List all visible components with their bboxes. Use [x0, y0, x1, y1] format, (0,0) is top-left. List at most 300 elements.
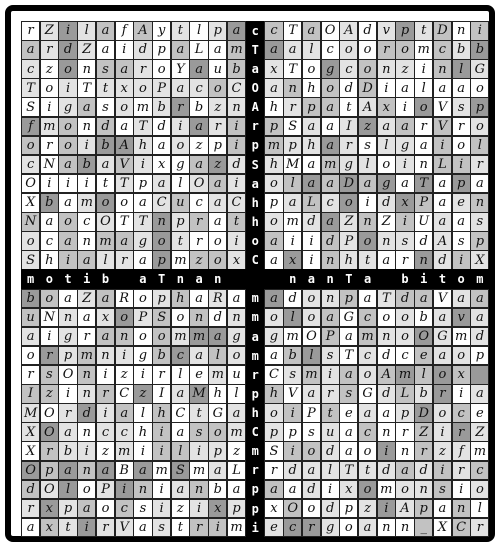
- grid-cell: p: [264, 117, 283, 137]
- grid-cell: c: [189, 78, 208, 98]
- grid-cell: o: [452, 346, 471, 366]
- grid-cell: a: [171, 78, 190, 98]
- band-cell: i: [414, 269, 433, 289]
- grid-cell: i: [77, 136, 96, 156]
- grid-cell: o: [115, 193, 134, 213]
- grid-cell: a: [377, 250, 396, 270]
- grid-cell: a: [264, 250, 283, 270]
- grid-cell: i: [77, 441, 96, 461]
- grid-cell: m: [227, 422, 246, 442]
- grid-cell: Z: [40, 21, 59, 41]
- grid-cell: i: [40, 97, 59, 117]
- grid-cell: i: [395, 212, 414, 232]
- grid-cell: D: [339, 174, 358, 194]
- grid-cell: n: [77, 422, 96, 442]
- grid-cell: o: [377, 308, 396, 328]
- grid-cell: a: [470, 289, 489, 309]
- grid-cell: m: [96, 231, 115, 251]
- grid-cell: s: [470, 212, 489, 232]
- grid-cell: P: [133, 308, 152, 328]
- grid-cell: t: [358, 461, 377, 481]
- grid-cell: a: [208, 327, 227, 347]
- grid-cell: V: [433, 97, 452, 117]
- grid-cell: o: [264, 403, 283, 423]
- grid-cell: c: [115, 499, 134, 519]
- grid-cell: r: [171, 97, 190, 117]
- grid-cell: r: [40, 136, 59, 156]
- grid-cell: p: [227, 499, 246, 519]
- grid-cell: y: [152, 21, 171, 41]
- grid-cell: a: [339, 422, 358, 442]
- grid-cell: o: [40, 289, 59, 309]
- grid-cell: a: [395, 117, 414, 137]
- grid-cell: x: [264, 59, 283, 79]
- grid-cell: i: [133, 441, 152, 461]
- grid-cell: i: [152, 422, 171, 442]
- grid-cell: a: [433, 346, 452, 366]
- grid-cell: i: [227, 136, 246, 156]
- grid-cell: o: [433, 365, 452, 385]
- grid-cell: a: [21, 327, 40, 347]
- grid-cell: d: [377, 461, 396, 481]
- grid-cell: r: [339, 136, 358, 156]
- grid-cell: a: [227, 289, 246, 309]
- band-cell: n: [321, 269, 340, 289]
- grid-cell: A: [358, 97, 377, 117]
- grid-cell: m: [377, 480, 396, 500]
- grid-cell: o: [264, 212, 283, 232]
- grid-cell: i: [452, 155, 471, 175]
- grid-cell: g: [58, 327, 77, 347]
- grid-cell: r: [414, 117, 433, 137]
- grid-cell: l: [414, 365, 433, 385]
- grid-cell: a: [358, 289, 377, 309]
- grid-cell: s: [452, 231, 471, 251]
- grid-cell: o: [470, 480, 489, 500]
- grid-cell: p: [40, 461, 59, 481]
- grid-cell: d: [433, 250, 452, 270]
- grid-cell: p: [339, 289, 358, 309]
- grid-cell: o: [470, 117, 489, 137]
- grid-cell: d: [208, 308, 227, 328]
- grid-cell: T: [21, 78, 40, 98]
- grid-cell: o: [358, 40, 377, 60]
- grid-cell: t: [339, 97, 358, 117]
- grid-cell: p: [152, 40, 171, 60]
- grid-cell: T: [115, 174, 134, 194]
- grid-cell: a: [433, 193, 452, 213]
- grid-cell: e: [189, 365, 208, 385]
- grid-cell: p: [58, 499, 77, 519]
- grid-cell: a: [302, 155, 321, 175]
- grid-cell: b: [470, 40, 489, 60]
- grid-cell: i: [321, 480, 340, 500]
- grid-cell: O: [21, 174, 40, 194]
- grid-cell: n: [115, 327, 134, 347]
- grid-cell: n: [433, 59, 452, 79]
- grid-cell: a: [171, 480, 190, 500]
- grid-cell: O: [40, 422, 59, 442]
- grid-cell: n: [133, 480, 152, 500]
- grid-cell: A: [339, 21, 358, 41]
- grid-cell: d: [377, 346, 396, 366]
- grid-cell: a: [414, 289, 433, 309]
- grid-cell: s: [433, 480, 452, 500]
- grid-cell: o: [395, 308, 414, 328]
- grid-cell: l: [302, 40, 321, 60]
- grid-cell: n: [58, 308, 77, 328]
- band-cell: i: [77, 269, 96, 289]
- band-cell: a: [302, 269, 321, 289]
- grid-cell: S: [283, 117, 302, 137]
- grid-cell: o: [395, 40, 414, 60]
- grid-cell: b: [208, 480, 227, 500]
- grid-cell: a: [321, 117, 340, 137]
- grid-cell: n: [452, 21, 471, 41]
- grid-cell: i: [40, 327, 59, 347]
- grid-cell: c: [395, 346, 414, 366]
- grid-cell: a: [96, 40, 115, 60]
- grid-cell: t: [58, 518, 77, 538]
- grid-cell: C: [227, 78, 246, 98]
- grid-cell: d: [339, 78, 358, 98]
- grid-cell: d: [414, 231, 433, 251]
- grid-cell: t: [227, 212, 246, 232]
- grid-cell: o: [452, 136, 471, 156]
- band-cell: n: [283, 269, 302, 289]
- grid-cell: g: [264, 327, 283, 347]
- grid-cell: o: [171, 136, 190, 156]
- grid-cell: r: [414, 441, 433, 461]
- grid-cell: S: [21, 97, 40, 117]
- grid-cell: r: [96, 384, 115, 404]
- grid-cell: X: [21, 441, 40, 461]
- grid-cell: r: [283, 97, 302, 117]
- grid-cell: r: [58, 403, 77, 423]
- grid-cell: i: [58, 174, 77, 194]
- grid-cell: m: [227, 40, 246, 60]
- grid-cell: I: [339, 117, 358, 137]
- grid-cell: m: [452, 327, 471, 347]
- grid-cell: l: [283, 174, 302, 194]
- grid-cell: M: [283, 155, 302, 175]
- grid-cell: l: [283, 308, 302, 328]
- grid-cell: a: [189, 59, 208, 79]
- grid-cell: t: [171, 21, 190, 41]
- grid-cell: i: [77, 518, 96, 538]
- grid-cell: d: [133, 40, 152, 60]
- grid-cell: T: [133, 212, 152, 232]
- grid-cell: i: [227, 174, 246, 194]
- grid-cell: l: [227, 384, 246, 404]
- grid-cell: b: [40, 193, 59, 213]
- grid-cell: n: [77, 117, 96, 137]
- grid-cell: A: [133, 21, 152, 41]
- grid-cell: i: [395, 97, 414, 117]
- grid-cell: e: [339, 403, 358, 423]
- grid-cell: h: [264, 155, 283, 175]
- grid-cell: a: [208, 461, 227, 481]
- grid-cell: T: [414, 174, 433, 194]
- grid-cell: n: [470, 193, 489, 213]
- grid-cell: n: [77, 59, 96, 79]
- grid-cell: l: [470, 499, 489, 519]
- grid-cell: b: [189, 97, 208, 117]
- grid-cell: a: [58, 155, 77, 175]
- grid-cell: c: [115, 422, 134, 442]
- grid-cell: m: [152, 461, 171, 481]
- grid-cell: l: [321, 461, 340, 481]
- grid-cell: i: [395, 155, 414, 175]
- grid-cell: x: [452, 365, 471, 385]
- grid-cell: r: [21, 499, 40, 519]
- grid-cell: g: [171, 155, 190, 175]
- grid-cell: l: [470, 136, 489, 156]
- grid-cell: c: [264, 21, 283, 41]
- grid-cell: a: [58, 231, 77, 251]
- grid-cell: a: [283, 40, 302, 60]
- grid-cell: p: [414, 499, 433, 519]
- grid-cell: o: [264, 308, 283, 328]
- grid-cell: z: [227, 441, 246, 461]
- grid-cell: x: [40, 499, 59, 519]
- grid-cell: n: [189, 308, 208, 328]
- grid-cell: i: [283, 231, 302, 251]
- grid-cell: d: [321, 441, 340, 461]
- grid-cell: x: [283, 250, 302, 270]
- grid-cell: p: [470, 97, 489, 117]
- grid-cell: i: [433, 461, 452, 481]
- grid-cell: a: [395, 461, 414, 481]
- grid-cell: a: [171, 384, 190, 404]
- band-cell: a: [133, 269, 152, 289]
- grid-cell: a: [377, 117, 396, 137]
- grid-cell: o: [21, 346, 40, 366]
- grid-cell: c: [283, 518, 302, 538]
- grid-cell: a: [77, 97, 96, 117]
- grid-cell: S: [264, 441, 283, 461]
- band-cell: p: [246, 136, 265, 156]
- grid-cell: m: [283, 327, 302, 347]
- grid-cell: X: [470, 250, 489, 270]
- band-cell: a: [246, 327, 265, 347]
- grid-cell: u: [227, 365, 246, 385]
- grid-cell: o: [152, 231, 171, 251]
- grid-cell: f: [21, 117, 40, 137]
- grid-cell: M: [189, 384, 208, 404]
- grid-cell: r: [470, 155, 489, 175]
- band-cell: m: [246, 346, 265, 366]
- grid-cell: p: [208, 21, 227, 41]
- grid-cell: o: [339, 193, 358, 213]
- grid-cell: a: [470, 174, 489, 194]
- grid-cell: s: [452, 97, 471, 117]
- grid-cell: i: [452, 480, 471, 500]
- band-cell: [227, 269, 246, 289]
- grid-cell: o: [414, 97, 433, 117]
- grid-cell: S: [171, 461, 190, 481]
- grid-cell: G: [470, 59, 489, 79]
- band-cell: r: [246, 117, 265, 137]
- grid-cell: a: [264, 40, 283, 60]
- grid-cell: n: [414, 480, 433, 500]
- grid-cell: g: [321, 59, 340, 79]
- grid-cell: a: [208, 212, 227, 232]
- grid-cell: o: [152, 59, 171, 79]
- grid-cell: T: [283, 59, 302, 79]
- grid-cell: p: [208, 136, 227, 156]
- grid-cell: i: [77, 174, 96, 194]
- grid-cell: n: [377, 231, 396, 251]
- grid-cell: c: [470, 461, 489, 481]
- grid-cell: t: [358, 250, 377, 270]
- band-cell: i: [246, 518, 265, 538]
- grid-cell: Z: [77, 289, 96, 309]
- grid-cell: a: [302, 384, 321, 404]
- grid-cell: o: [58, 212, 77, 232]
- grid-cell: a: [433, 78, 452, 98]
- grid-cell: a: [115, 117, 134, 137]
- grid-cell: a: [321, 136, 340, 156]
- grid-cell: a: [339, 365, 358, 385]
- grid-cell: i: [452, 384, 471, 404]
- grid-cell: T: [339, 461, 358, 481]
- grid-cell: c: [171, 346, 190, 366]
- grid-cell: l: [189, 21, 208, 41]
- puzzle-frame: [5, 5, 495, 542]
- grid-cell: b: [21, 289, 40, 309]
- grid-cell: p: [302, 97, 321, 117]
- band-cell: h: [246, 193, 265, 213]
- grid-cell: a: [452, 289, 471, 309]
- grid-cell: L: [395, 384, 414, 404]
- grid-cell: i: [96, 365, 115, 385]
- grid-cell: l: [208, 346, 227, 366]
- grid-cell: O: [21, 461, 40, 481]
- grid-cell: c: [189, 193, 208, 213]
- grid-cell: l: [58, 480, 77, 500]
- grid-cell: b: [283, 346, 302, 366]
- grid-cell: l: [377, 136, 396, 156]
- grid-cell: l: [133, 403, 152, 423]
- grid-cell: f: [452, 441, 471, 461]
- grid-cell: r: [395, 422, 414, 442]
- grid-cell: a: [470, 308, 489, 328]
- grid-cell: o: [133, 78, 152, 98]
- grid-cell: o: [339, 518, 358, 538]
- grid-cell: b: [96, 136, 115, 156]
- grid-cell: a: [452, 212, 471, 232]
- grid-cell: r: [452, 117, 471, 137]
- grid-cell: o: [339, 40, 358, 60]
- band-cell: O: [246, 78, 265, 98]
- grid-cell: e: [452, 193, 471, 213]
- grid-cell: a: [208, 40, 227, 60]
- grid-cell: h: [264, 384, 283, 404]
- grid-cell: r: [452, 461, 471, 481]
- grid-cell: x: [227, 250, 246, 270]
- grid-cell: L: [433, 155, 452, 175]
- grid-cell: d: [358, 21, 377, 41]
- grid-cell: p: [395, 403, 414, 423]
- band-cell: b: [96, 269, 115, 289]
- grid-cell: b: [152, 97, 171, 117]
- grid-cell: c: [321, 193, 340, 213]
- grid-cell: a: [470, 384, 489, 404]
- grid-cell: R: [208, 289, 227, 309]
- grid-cell: r: [77, 327, 96, 347]
- grid-cell: a: [414, 136, 433, 156]
- grid-cell: x: [40, 518, 59, 538]
- grid-cell: x: [115, 78, 134, 98]
- grid-cell: i: [227, 117, 246, 137]
- grid-cell: o: [395, 480, 414, 500]
- grid-cell: d: [470, 327, 489, 347]
- grid-cell: D: [358, 78, 377, 98]
- grid-cell: X: [21, 422, 40, 442]
- grid-cell: a: [283, 193, 302, 213]
- grid-cell: h: [302, 136, 321, 156]
- grid-cell: V: [115, 518, 134, 538]
- grid-cell: a: [96, 461, 115, 481]
- grid-cell: o: [171, 308, 190, 328]
- grid-cell: p: [470, 346, 489, 366]
- grid-cell: a: [133, 250, 152, 270]
- grid-cell: n: [377, 422, 396, 442]
- grid-cell: l: [171, 174, 190, 194]
- band-cell: c: [246, 21, 265, 41]
- grid-cell: n: [377, 327, 396, 347]
- grid-cell: N: [21, 212, 40, 232]
- grid-cell: s: [302, 422, 321, 442]
- grid-cell: h: [40, 250, 59, 270]
- grid-cell: d: [377, 193, 396, 213]
- grid-cell: s: [321, 346, 340, 366]
- grid-cell: r: [189, 212, 208, 232]
- grid-cell: O: [189, 174, 208, 194]
- grid-cell: a: [321, 212, 340, 232]
- grid-cell: h: [208, 384, 227, 404]
- grid-cell: Z: [77, 40, 96, 60]
- grid-cell: o: [208, 231, 227, 251]
- grid-cell: T: [77, 78, 96, 98]
- band-cell: T: [152, 269, 171, 289]
- grid-cell: a: [58, 422, 77, 442]
- grid-cell: s: [96, 59, 115, 79]
- grid-cell: c: [40, 231, 59, 251]
- grid-cell: r: [321, 384, 340, 404]
- grid-cell: a: [339, 327, 358, 347]
- grid-cell: o: [358, 365, 377, 385]
- grid-cell: a: [358, 518, 377, 538]
- grid-cell: o: [358, 59, 377, 79]
- grid-cell: i: [115, 40, 134, 60]
- grid-cell: e: [414, 346, 433, 366]
- grid-cell: o: [302, 289, 321, 309]
- grid-cell: a: [189, 117, 208, 137]
- grid-cell: n: [152, 212, 171, 232]
- grid-cell: n: [377, 59, 396, 79]
- grid-cell: o: [208, 250, 227, 270]
- band-cell: [115, 269, 134, 289]
- grid-cell: o: [264, 174, 283, 194]
- grid-cell: a: [115, 59, 134, 79]
- grid-cell: V: [283, 384, 302, 404]
- grid-cell: s: [40, 365, 59, 385]
- grid-cell: o: [321, 78, 340, 98]
- grid-cell: r: [40, 40, 59, 60]
- grid-cell: o: [133, 327, 152, 347]
